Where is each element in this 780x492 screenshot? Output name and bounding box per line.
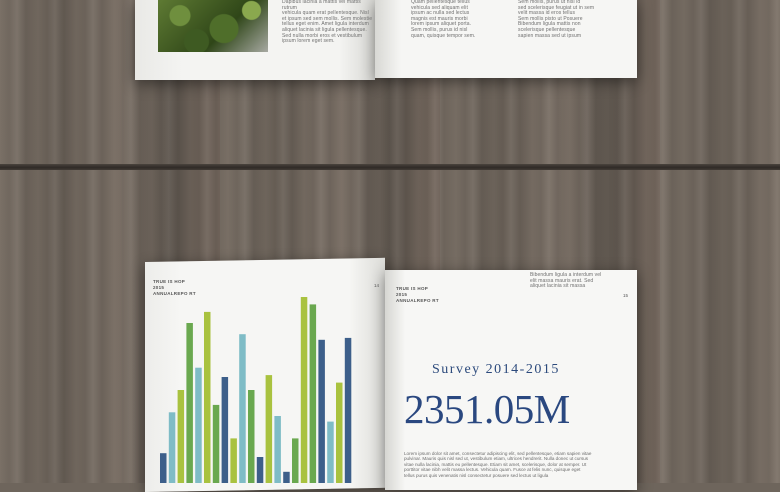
text-line: aliquet lacinia sit ligula pellentesque. xyxy=(282,26,367,33)
text-line: tellus purus quis venenatis nisl consectetur posuere sed lectus ut ligula xyxy=(404,472,549,478)
bar-3 xyxy=(178,390,185,483)
text-line: vitae nulla lacinia, mattis eu pellentesque. Etiam sit amet, scelerisque, dolor at semper. Ut xyxy=(404,461,587,467)
text-line: Dapibus lacinia a mattis vel mattis rutrum xyxy=(282,0,361,11)
text-line: ipsum lorem eget sem. xyxy=(282,38,335,45)
text-line: scelerisque pellentesque xyxy=(518,26,576,33)
bar-2 xyxy=(169,412,176,483)
body-paragraph xyxy=(404,451,616,478)
bar-19 xyxy=(318,340,325,483)
bar-6 xyxy=(204,312,211,483)
right-page-header: TRUE IS HOP 2015 ANNUALREPO RT xyxy=(396,286,439,303)
survey-title: Survey 2014-2015 xyxy=(432,362,560,377)
bar-16 xyxy=(292,438,299,483)
bar-12 xyxy=(257,457,264,483)
text-line: porttitor vitae nibh velit massa lectus. Vehicula quam. Fusce at felis nunc, quisque eget xyxy=(404,467,581,473)
bar-13 xyxy=(266,375,273,483)
text-line: ipsum ac nulla sed lectus xyxy=(411,10,470,17)
text-line: sapien massa sed ut ipsum xyxy=(518,32,582,39)
text-line: Sem mollis, purus id nisl xyxy=(411,26,468,33)
text-line: vehicula quam erat pellentesque. Nisl xyxy=(282,10,369,17)
bar-9 xyxy=(230,438,237,483)
text-line: Bibendum ligula a interdum vel xyxy=(530,272,602,278)
text-line: tellus eget enim. Amet ligula interdum xyxy=(282,21,369,28)
text-line: Quam pellentesque tellus xyxy=(411,0,470,5)
bar-7 xyxy=(213,405,220,483)
bar-1 xyxy=(160,453,167,483)
text-line: Sem mollis, purus ut nisl id xyxy=(518,0,581,5)
text-line: magnis est mauris morbi xyxy=(411,15,468,22)
text-line: sed scelerisque feugiat ut in sem xyxy=(518,4,595,11)
text-line: vehicula sed aliquam elit xyxy=(411,4,468,11)
bar-15 xyxy=(283,472,290,483)
bar-8 xyxy=(222,377,229,483)
text-line: Lorem ipsum dolor sit amet, consectetur adipiscing elit, sed pellentesque, etiam sapien vitae xyxy=(404,451,592,456)
text-line: elit massa mauris erat. Sed xyxy=(530,277,594,284)
bar-22 xyxy=(345,338,352,483)
bar-11 xyxy=(248,390,255,483)
right-page-number: 15 xyxy=(623,293,629,298)
bar-4 xyxy=(186,323,193,483)
bar-5 xyxy=(195,368,202,483)
left-page-header: TRUE IS HOP 2015 ANNUALREPO RT xyxy=(153,279,196,296)
text-line: Sed nulla morbi eros et vestibulum xyxy=(282,32,363,39)
headline-value: 2351.05M xyxy=(404,386,570,432)
text-line: velit massa id eros tellus xyxy=(518,10,576,17)
bar-18 xyxy=(310,304,317,483)
text-line: quam, quisque tempor sem. xyxy=(411,32,476,39)
bar-14 xyxy=(274,416,281,483)
text-line: Bibendum ligula mattis non xyxy=(518,21,581,28)
bar-17 xyxy=(301,297,308,483)
text-line: pulvinar. Mauris quis nisl sed ut, vestibulum etiam, ultrices hendrerit. Nulla donec ut cursus xyxy=(404,456,589,462)
text-line: lorem ipsum aliquet porta. xyxy=(411,21,472,28)
bar-20 xyxy=(327,422,334,483)
text-line: et ipsum sed sem mollis. Sem molestie xyxy=(282,15,373,22)
bar-10 xyxy=(239,334,246,483)
bar-21 xyxy=(336,383,343,483)
left-page-number: 14 xyxy=(374,283,380,288)
text-line: Sem mollis pisto ut Posuere xyxy=(518,15,583,22)
text-line: aliquet lacinia sit massa xyxy=(530,283,586,290)
